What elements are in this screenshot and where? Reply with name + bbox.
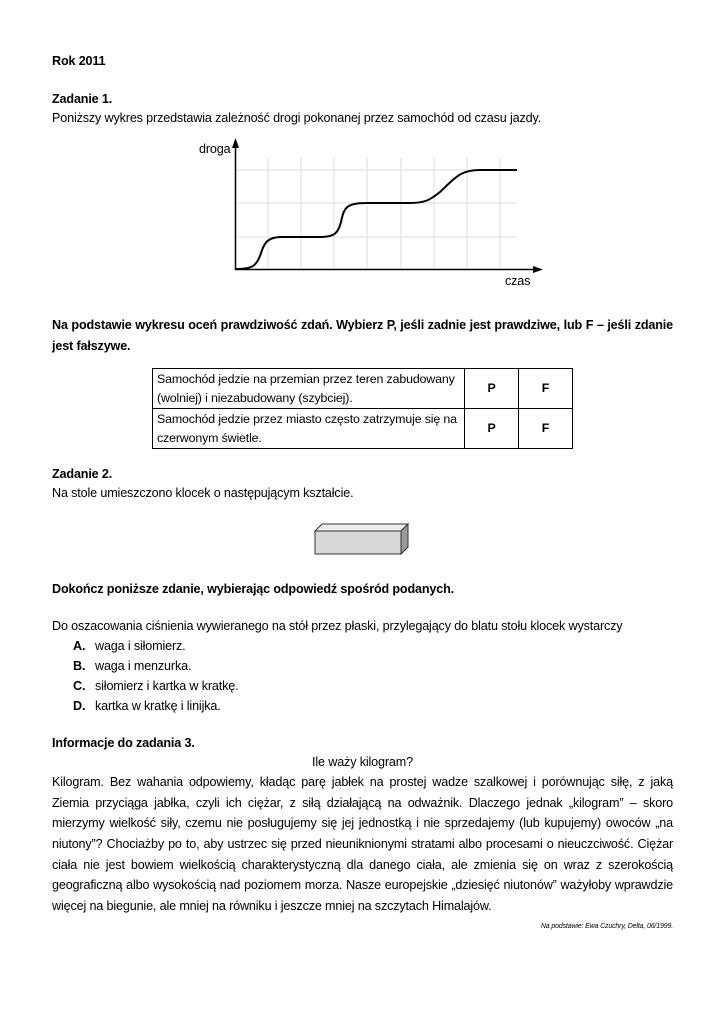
graph-grid	[236, 157, 516, 269]
option-text: waga i siłomierz.	[95, 639, 186, 654]
block-container	[310, 521, 673, 560]
option-letter: C.	[73, 679, 86, 694]
graph-container	[52, 138, 673, 303]
option-text: waga i menzurka.	[95, 659, 192, 674]
table-row	[153, 369, 573, 409]
option-letter: A.	[73, 639, 86, 654]
statement-text: Samochód jedzie na przemian przez teren zabudowany (wolniej) i niezabudowany (szybciej).	[153, 369, 465, 409]
option-letter: D.	[73, 699, 86, 714]
task2-title: Zadanie 2.	[52, 467, 113, 482]
option-c[interactable]	[73, 676, 673, 696]
statement-text: Samochód jedzie przez miasto często zatrzymuje się na czerwonym świetle.	[153, 409, 465, 449]
option-b[interactable]	[73, 656, 673, 676]
x-axis-arrow	[533, 266, 543, 273]
answer-p[interactable]: P	[465, 369, 519, 409]
true-false-table	[152, 368, 573, 449]
answer-p[interactable]: P	[465, 409, 519, 449]
table-row	[153, 409, 573, 449]
task1-title: Zadanie 1.	[52, 92, 113, 106]
graph-x-label: czas	[505, 274, 531, 288]
answer-f[interactable]: F	[519, 369, 573, 409]
option-text: siłomierz i kartka w kratkę.	[95, 679, 239, 694]
task2-question: Do oszacowania ciśnienia wywieranego na stół przez płaski, przylegający do blatu stołu klocek wystarczy	[52, 619, 623, 634]
task3-info-title: Informacje do zadania 3.	[52, 736, 195, 751]
y-axis-arrow	[232, 138, 239, 148]
option-text: kartka w kratkę i linijka.	[95, 699, 221, 714]
option-letter: B.	[73, 659, 86, 674]
article-body: Kilogram. Bez wahania odpowiemy, kładąc parę jabłek na prostej wadze szalkowej i porównując siłę, z jaką Ziemia przyciąga jabłka, czyli ich ciężar, z siłą działającą na odważnik. Dlaczego jednak „kilogram” – skoro mierzymy wielkość siły, czemu nie posługujemy się jej jednostką i nie sprzedajemy (lub kupujemy) owoców „na niutony”? Chociażby po to, aby ustrzec się przed nieuniknionymi stratami albo procesami o nieuczciwość. Ciężar ciała nie jest bowiem wielkością charakterystyczną dla danego ciała, ale zmienia się on wraz z szerokością geograficzną albo wysokością nad poziomem morza. Nasze europejskie „dziesięć niutonów” ważyłoby wprawdzie więcej na biegunie, ale mniej na równiku i jeszcze mniej na szczytach Himalajów.	[52, 775, 673, 913]
block-illustration	[310, 521, 415, 557]
task1-intro: Poniższy wykres przedstawia zależność drogi pokonanej przez samochód od czasu jazdy.	[52, 111, 542, 125]
answer-f[interactable]: F	[519, 409, 573, 449]
option-d[interactable]	[73, 696, 673, 716]
task2-intro: Na stole umieszczono klocek o następującym kształcie.	[52, 486, 354, 501]
option-a[interactable]	[73, 636, 673, 656]
task2-instruction: Dokończ poniższe zdanie, wybierając odpowiedź spośród podanych.	[52, 582, 455, 597]
task1-instruction: Na podstawie wykresu oceń prawdziwość zdań. Wybierz P, jeśli zadnie jest prawdziwe, lub F – jeśli zdanie jest fałszywe.	[52, 318, 673, 353]
graph-y-label: droga	[199, 142, 231, 156]
distance-time-graph	[52, 138, 673, 273]
article-source: Na podstawie: Ewa Czuchry, Delta, 06/1999.	[540, 923, 673, 931]
distance-curve	[236, 170, 517, 269]
year-heading: Rok 2011	[52, 54, 106, 68]
article-title: Ile waży kilogram?	[312, 755, 413, 770]
